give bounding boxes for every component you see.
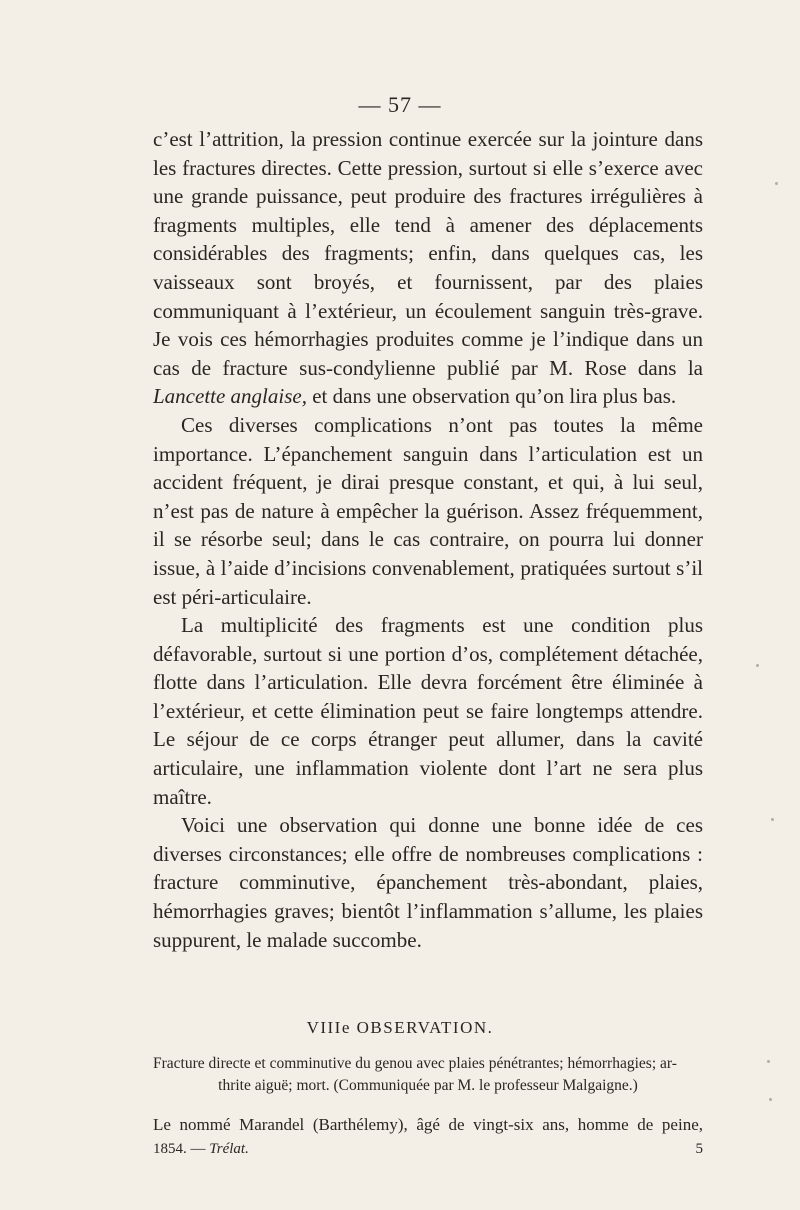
paragraph-1-text: c’est l’attrition, la pression continue exercée sur la jointure dans les fractures directes. Cette pression, surtout si elle s’exerce avec une grande puissance, peut produire des fractures irrégulières à fragments multiples, elle tend à amener des déplacements considérables des fragments; enfin, dans quelques cas, les vaisseaux sont broyés, et fournissent, par des plaies communiquant à l’extérieur, un écoulement sanguin très-grave. Je vois ces hémorrhagies produites comme je l’indique dans un cas de fracture sus-condylienne publié par M. Rose dans la (153, 127, 703, 380)
body-text (153, 125, 703, 954)
case-line: Le nommé Marandel (Barthélemy), âgé de vingt-six ans, homme de peine, (153, 1115, 703, 1134)
paper-speck (769, 1098, 772, 1101)
observation-summary (153, 1053, 703, 1097)
paragraph-4: Voici une observation qui donne une bonne idée de ces diverses circonstances; elle offre de nombreuses complications : fracture comminutive, épanchement très-abondant, plaies, hémorrhagies graves; bientôt l’inflammation s’allume, les plaies suppurent, le malade succombe. (153, 813, 703, 952)
paragraph-1-end: et dans une observation qu’on lira plus bas. (312, 384, 677, 409)
footer-year: 1854. — (153, 1141, 206, 1157)
footer-author: Trélat. (209, 1141, 249, 1157)
paragraph-1 (153, 125, 703, 411)
paper-speck (756, 664, 759, 667)
footer-signature-left (153, 1141, 249, 1158)
page-footer (153, 1141, 703, 1158)
paper-speck (767, 1060, 770, 1063)
observation-heading: VIIIe OBSERVATION. (306, 1018, 494, 1037)
paragraph-3: La multiplicité des fragments est une condition plus défavorable, surtout si une portion d’os, complétement détachée, flotte dans l’articulation. Elle devra forcément être éliminée à l’extérieur, et cette élimination peut se faire longtemps attendre. Le séjour de ce corps étranger peut allumer, dans la cavité articulaire, une inflammation violente dont l’art ne sera plus maître. (153, 613, 703, 809)
paper-speck (775, 182, 778, 185)
paragraph-1-italic-title: Lancette anglaise, (153, 384, 307, 409)
paragraph-2: Ces diverses complications n’ont pas toutes la même importance. L’épanchement sanguin dans l’articulation est un accident fréquent, je dirai presque constant, et qui, à lui seul, n’est pas de nature à empêcher la guérison. Assez fréquemment, il se résorbe seul; dans le cas contraire, on pourra lui donner issue, à l’aide d’incisions convenablement, pratiquées surtout s’il est péri-articulaire. (153, 412, 703, 609)
summary-line-2: thrite aiguë; mort. (Communiquée par M. le professeur Malgaigne.) (218, 1077, 638, 1094)
footer-signature-mark: 5 (695, 1141, 703, 1157)
paper-speck (771, 818, 774, 821)
page-number: — 57 — (358, 92, 442, 117)
summary-line-1: Fracture directe et comminutive du genou avec plaies pénétrantes; hémorrhagies; ar- (153, 1055, 677, 1072)
